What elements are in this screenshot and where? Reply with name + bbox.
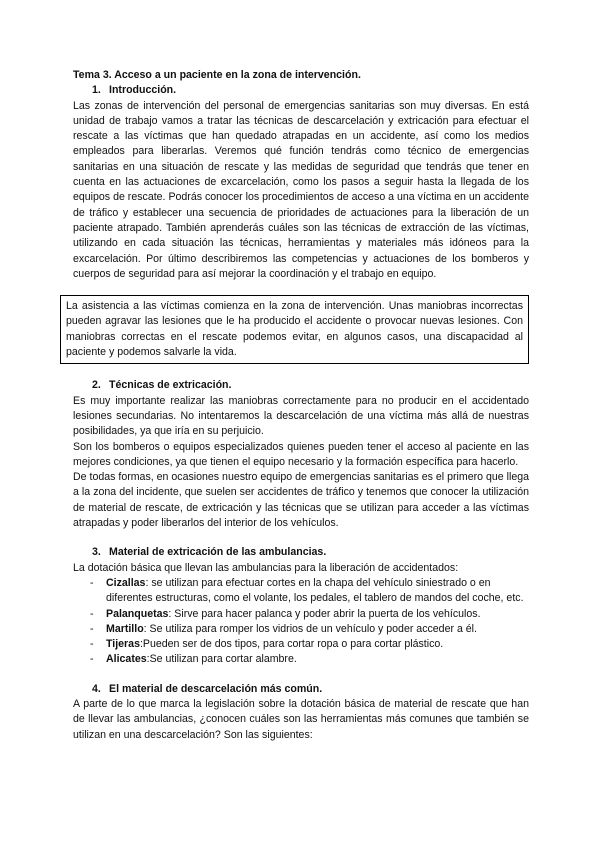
section-3-intro: La dotación básica que llevan las ambulancias para la liberación de accidentados: <box>73 561 459 574</box>
tool-name: Alicates <box>106 653 147 666</box>
list-item <box>73 576 529 607</box>
section-title: Técnicas de extricación. <box>109 379 232 392</box>
tool-name: Palanquetas <box>106 607 169 620</box>
section-1-paragraph: Las zonas de intervención del personal de emergencias sanitarias son muy diversas. En está unidad de trabajo vamos a tratar las técnicas de descarcelación y extricación para efectuar el rescate a las víctimas que han quedado atrapadas en un accidente, así como los medios empleados para liberarlas. Veremos qué función tendrás como técnico de emergencias sanitarias en una situación de rescate y las medidas de seguridad que tendrás que tener en cuenta en las actuaciones de excarcelación, como los pasos a seguir hasta la llegada de los equipos de rescate. Podrás conocer los procedimientos de acceso a una víctima en un accidente de tráfico y establecer una secuencia de prioridades de actuaciones para la liberación de un paciente atrapado. También aprenderás cuáles son las técnicas de extracción de las víctimas, utilizando en cada situación las técnicas, herramientas y materiales más idóneos para la excarcelación. Por último describiremos las competencias y actuaciones de los bomberos y cuerpos de seguridad para así mejorar la coordinación y el trabajo en equipo. <box>73 99 529 280</box>
section-number: 3. <box>92 546 101 559</box>
list-dash: - <box>90 607 94 620</box>
section-1-heading <box>73 83 529 98</box>
section-number: 2. <box>92 379 101 392</box>
tool-description: : se utilizan para efectuar cortes en la chapa del vehículo siniestrado o en diferentes estructuras, como el volante, los pedales, el tablero de mandos del coche, etc. <box>106 576 524 605</box>
section-number: 1. <box>92 84 101 97</box>
section-2-paragraph: Es muy importante realizar las maniobras correctamente para no producir en el accidentado lesiones secundarias. No intentaremos la descarcelación de una víctima más allá de nuestras posibilidades, ya que iría en su perjuicio. <box>73 394 529 438</box>
list-item <box>73 637 529 652</box>
tool-description: :Pueden ser de dos tipos, para cortar ropa o para cortar plástico. <box>139 638 444 651</box>
tool-description: : Sirve para hacer palanca y poder abrir la puerta de los vehículos. <box>168 607 481 620</box>
tool-name: Tijeras <box>106 638 140 651</box>
tool-name: Martillo <box>106 622 144 635</box>
tool-list <box>73 576 529 668</box>
document-body <box>66 68 529 743</box>
section-4-paragraph: A parte de lo que marca la legislación sobre la dotación básica de material de rescate que han de llevar las ambulancias, ¿conocen cuáles son las herramientas más comunes que también se utilizan en una descarcelación? Son las siguientes: <box>73 697 529 741</box>
section-title: Introducción. <box>109 84 177 97</box>
list-dash: - <box>90 653 94 666</box>
list-item <box>73 652 529 667</box>
callout-box <box>60 295 529 364</box>
document-title: Tema 3. Acceso a un paciente en la zona de intervención. <box>73 69 361 81</box>
section-title: Material de extricación de las ambulancias. <box>109 546 327 559</box>
list-item <box>73 607 529 622</box>
section-title: El material de descarcelación más común. <box>109 682 323 695</box>
section-2-paragraph: De todas formas, en ocasiones nuestro equipo de emergencias sanitarias es el primero que llega a la zona del incidente, que suelen ser accidentes de tráfico y tenemos que conocer la utilización de material de rescate, de extricación y las técnicas que se utilizan para acceder a las víctimas atrapadas y poder liberarlos del interior de los vehículos. <box>73 471 529 530</box>
list-item <box>73 622 529 637</box>
section-number: 4. <box>92 682 101 695</box>
list-dash: - <box>90 622 94 635</box>
tool-description: :Se utilizan para cortar alambre. <box>146 653 297 666</box>
list-dash: - <box>90 576 94 589</box>
tool-description: : Se utiliza para romper los vidrios de un vehículo y poder acceder a él. <box>143 622 477 635</box>
tool-name: Cizallas <box>106 576 146 589</box>
section-2-heading <box>73 378 529 393</box>
section-4-heading <box>73 682 529 697</box>
list-dash: - <box>90 638 94 651</box>
section-2-paragraph: Son los bomberos o equipos especializados quienes pueden tener el acceso al paciente en las mejores condiciones, ya que tienen el equipo necesario y la formación específica para hacerlo. <box>73 440 529 468</box>
section-3-heading <box>73 545 529 560</box>
callout-text: La asistencia a las víctimas comienza en la zona de intervención. Unas maniobras incorrectas pueden agravar las lesiones que le ha producido el accidente o provocar nuevas lesiones. Con maniobras correctas en el rescate podemos evitar, en algunos casos, una discapacidad al paciente y podemos salvarle la vida. <box>66 300 523 359</box>
